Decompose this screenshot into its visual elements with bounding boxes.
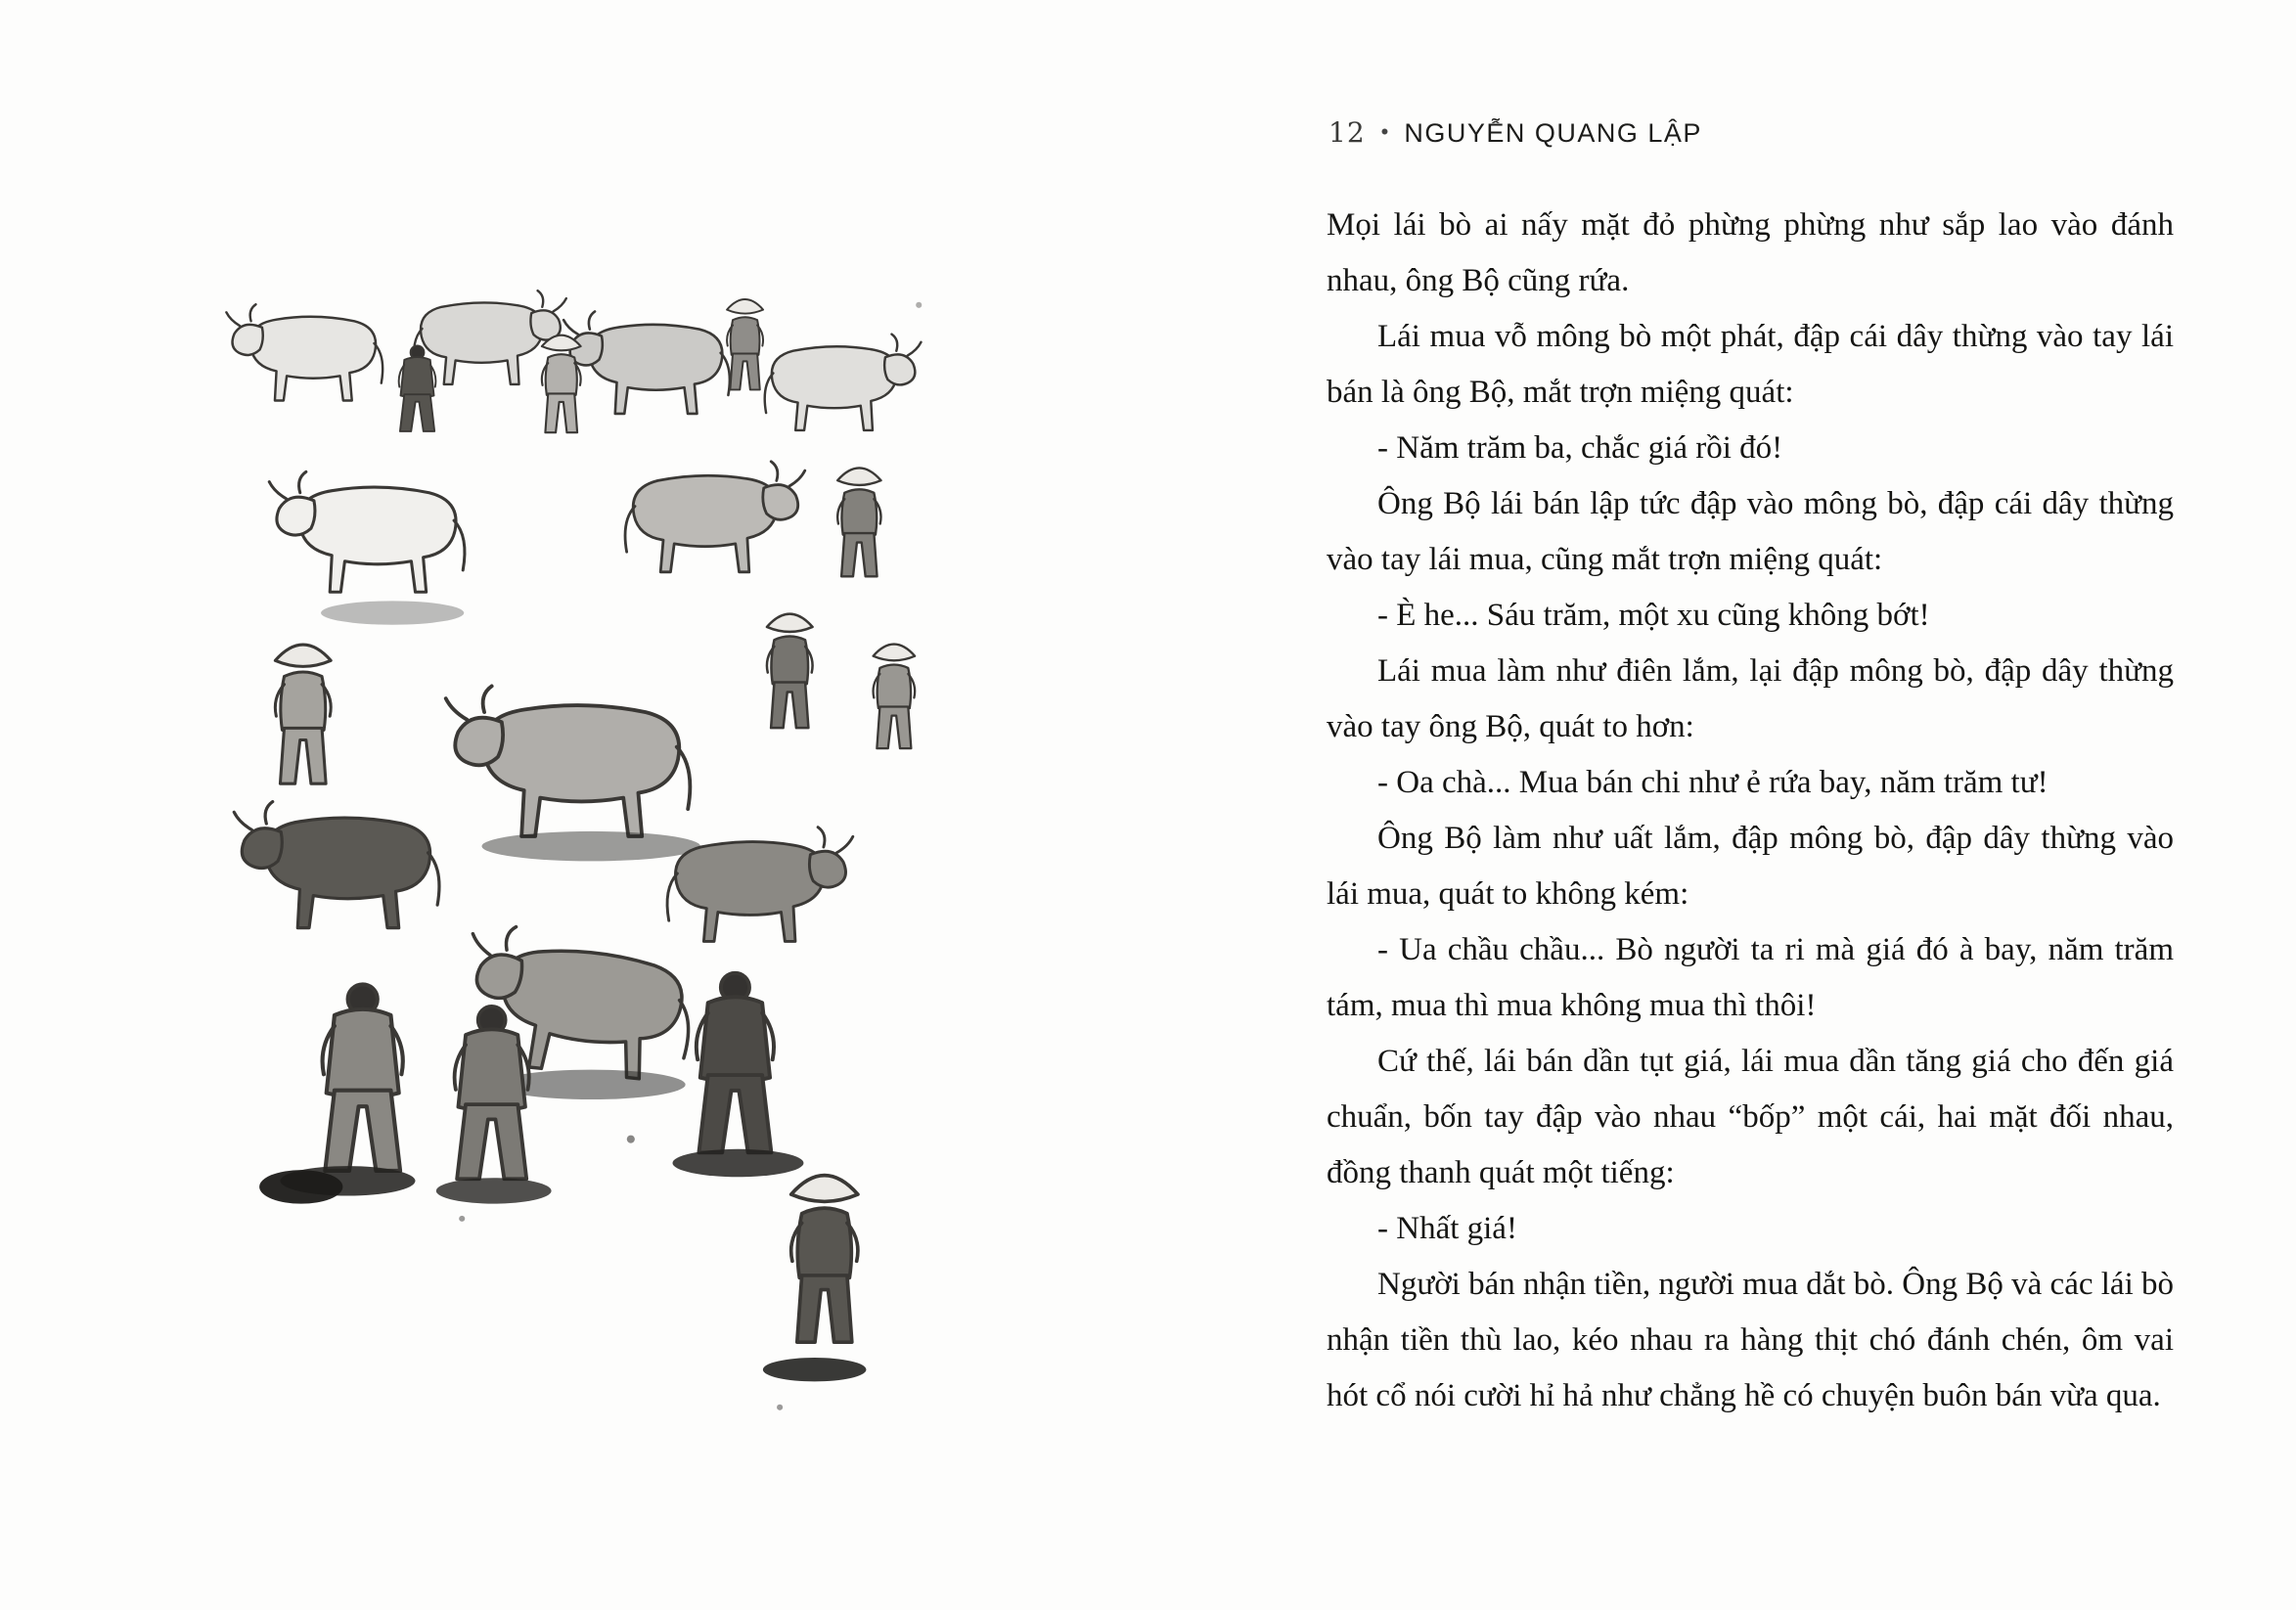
paragraph: - Oa chà... Mua bán chi như ẻ rứa bay, năm trăm tư! (1377, 765, 2048, 800)
paragraph: - È he... Sáu trăm, một xu cũng không bớt! (1377, 598, 1930, 633)
paragraph: - Nhất giá! (1377, 1211, 1517, 1246)
author-name: NGUYỄN QUANG LẬP (1404, 118, 1702, 148)
cattle-market-drawing (145, 186, 1011, 1487)
header-separator-icon: • (1380, 119, 1389, 144)
page-number: 12 (1328, 116, 1366, 149)
text-column (1327, 116, 2174, 1424)
paragraph: Người bán nhận tiền, người mua dắt bò. Ông Bộ và các lái bò nhận tiền thù lao, kéo nhau ra hàng thịt chó đánh chén, ôm vai hót cổ nói cười hỉ hả như chẳng hề có chuyện buôn bán vừa qua. (1327, 1267, 2174, 1413)
paragraph: Ông Bộ lái bán lập tức đập vào mông bò, đập cái dây thừng vào tay lái mua, cũng mắt trợn miệng quát: (1327, 486, 2174, 577)
paragraph: Mọi lái bò ai nấy mặt đỏ phừng phừng như sắp lao vào đánh nhau, ông Bộ cũng rứa. (1327, 207, 2174, 298)
illustration-cattle-market (145, 186, 1011, 1487)
paragraph: Lái mua làm như điên lắm, lại đập mông bò, đập dây thừng vào tay ông Bộ, quát to hơn: (1327, 653, 2174, 744)
paragraph: Cứ thế, lái bán dần tụt giá, lái mua dần tăng giá cho đến giá chuẩn, bốn tay đập vào nhau “bốp” một cái, hai mặt đối nhau, đồng thanh quát một tiếng: (1327, 1044, 2174, 1190)
running-header (1328, 116, 2174, 149)
paragraph: Ông Bộ làm như uất lắm, đập mông bò, đập dây thừng vào lái mua, quát to không kém: (1327, 821, 2174, 912)
paragraph: - Năm trăm ba, chắc giá rồi đó! (1377, 430, 1783, 466)
paragraph: Lái mua vỗ mông bò một phát, đập cái dây thừng vào tay lái bán là ông Bộ, mắt trợn miệng quát: (1327, 319, 2174, 410)
body-text (1327, 198, 2174, 1424)
paragraph: - Ua chầu chầu... Bò người ta ri mà giá đó à bay, năm trăm tám, mua thì mua không mua thì thôi! (1327, 932, 2174, 1023)
